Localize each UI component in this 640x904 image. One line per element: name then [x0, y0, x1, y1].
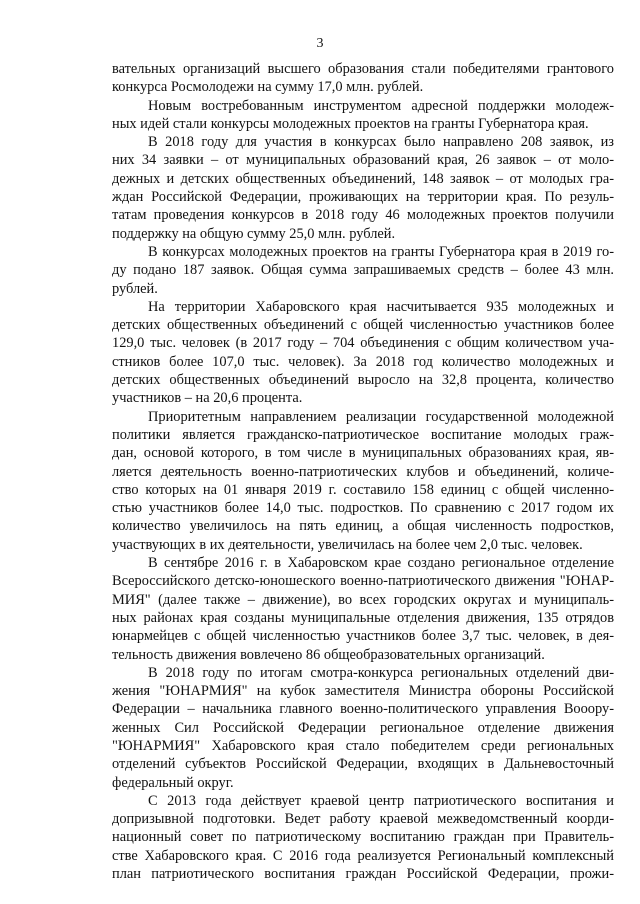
- paragraph: [112, 60, 614, 97]
- text-line: вательных организаций высшего образования стали победителями грантового: [112, 61, 614, 77]
- text-line: МИЯ" (далее также – движение), во всех городских округах и муниципаль-: [112, 591, 614, 608]
- paragraph: [112, 298, 614, 408]
- text-line: федеральный округ.: [112, 774, 234, 791]
- paragraph: [112, 408, 614, 554]
- text-line: количество увеличилось на пять единиц, а общая численность подростков,: [112, 518, 614, 535]
- text-line: конкурса Росмолодежи на сумму 17,0 млн. рублей.: [112, 79, 424, 96]
- page-number: 3: [316, 36, 324, 51]
- text-line: национный совет по патриотическому воспитанию граждан при Правитель-: [112, 829, 614, 846]
- paragraph: [112, 554, 614, 664]
- text-line: В 2018 году для участия в конкурсах было направлено 208 заявок, из: [148, 134, 614, 151]
- text-line: Федерации – начальника главного военно-политического управления Вооору-: [112, 701, 614, 718]
- text-line: допризывной подготовки. Ведет работу краевой межведомственный коорди-: [112, 811, 614, 828]
- text-line: татам проведения конкурсов в 2018 году 46 молодежных проектов получили: [112, 207, 614, 224]
- text-line: дан, основой которого, в том числе в муниципальных образованиях края, яв-: [112, 445, 614, 462]
- text-line: участников – на 20,6 процента.: [112, 390, 303, 407]
- text-line: Приоритетным направлением реализации государственной молодежной: [148, 408, 614, 425]
- text-line: ство которых на 01 января 2019 г. составило 158 единиц с общей численно-: [112, 481, 614, 498]
- text-line: 129,0 тыс. человек (в 2017 году – 704 объединения с общим количеством уча-: [112, 335, 614, 352]
- paragraph: [112, 792, 614, 883]
- text-line: В 2018 году по итогам смотра-конкурса региональных отделений дви-: [148, 664, 614, 681]
- paragraph: [112, 243, 614, 298]
- text-line: стью участников более 14,0 тыс. подростков. По сравнению с 2017 годом их: [112, 500, 614, 517]
- text-line: юнармейцев с общей численностью участников более 3,7 тыс. человек, в дея-: [112, 628, 614, 645]
- text-line: В конкурсах молодежных проектов на гранты Губернатора края в 2019 го-: [148, 243, 614, 260]
- text-line: тельность движения вовлечено 86 общеобразовательных организаций.: [112, 646, 545, 663]
- text-line: детских общественных объединений выросло на 32,8 процента, количество: [112, 372, 614, 389]
- text-line: дежных и детских общественных объединений, 148 заявок – от молодых гра-: [112, 170, 614, 187]
- text-line: них 34 заявки – от муниципальных образований края, 26 заявок – от моло-: [112, 152, 614, 169]
- text-line: С 2013 года действует краевой центр патриотического воспитания и: [148, 792, 614, 809]
- text-line: Всероссийского детско-юношеского военно-патриотического движения "ЮНАР-: [112, 573, 614, 590]
- paragraph: [112, 664, 614, 792]
- text-line: план патриотического воспитания граждан Российской Федерации, прожи-: [112, 866, 614, 883]
- text-line: поддержку на общую сумму 25,0 млн. рублей.: [112, 225, 396, 242]
- text-line: женных Сил Российской Федерации региональное отделение движения: [112, 719, 614, 736]
- text-line: ных районах края созданы муниципальные отделения движения, 135 отрядов: [112, 609, 614, 626]
- text-line: ных идей стали конкурсы молодежных проектов на гранты Губернатора края.: [112, 115, 589, 132]
- paragraph: [112, 97, 614, 134]
- text-line: стве Хабаровского края. С 2016 года реализуется Региональный комплексный: [112, 847, 614, 864]
- text-line: политики является гражданско-патриотическое воспитание молодых граж-: [112, 426, 614, 443]
- text-line: детских общественных объединений с общей численностью участников более: [112, 317, 614, 334]
- text-line: ждан Российской Федерации, проживающих на территории края. По резуль-: [112, 189, 614, 206]
- text-line: рублей.: [112, 280, 158, 297]
- text-line: "ЮНАРМИЯ" Хабаровского края стало победителем среди региональных: [112, 737, 614, 754]
- paragraph: [112, 133, 614, 243]
- document-body: [112, 60, 614, 883]
- text-line: На территории Хабаровского края насчитывается 935 молодежных и: [148, 298, 614, 315]
- text-line: ду подано 187 заявок. Общая сумма запрашиваемых средств – более 43 млн.: [112, 262, 614, 279]
- text-line: жения "ЮНАРМИЯ" на кубок заместителя Министра обороны Российской: [112, 683, 614, 700]
- text-line: отделений субъектов Российской Федерации, входящих в Дальневосточный: [112, 756, 614, 773]
- text-line: Новым востребованным инструментом адресной поддержки молодеж-: [148, 97, 614, 114]
- text-line: участвующих в их деятельности, увеличилась на более чем 2,0 тыс. человек.: [112, 536, 583, 553]
- text-line: ляется деятельность военно-патриотических клубов и объединений, количе-: [112, 463, 614, 480]
- text-line: стников более 107,0 тыс. человек). За 2018 год количество молодежных и: [112, 353, 614, 370]
- text-line: В сентябре 2016 г. в Хабаровском крае создано региональное отделение: [148, 555, 614, 572]
